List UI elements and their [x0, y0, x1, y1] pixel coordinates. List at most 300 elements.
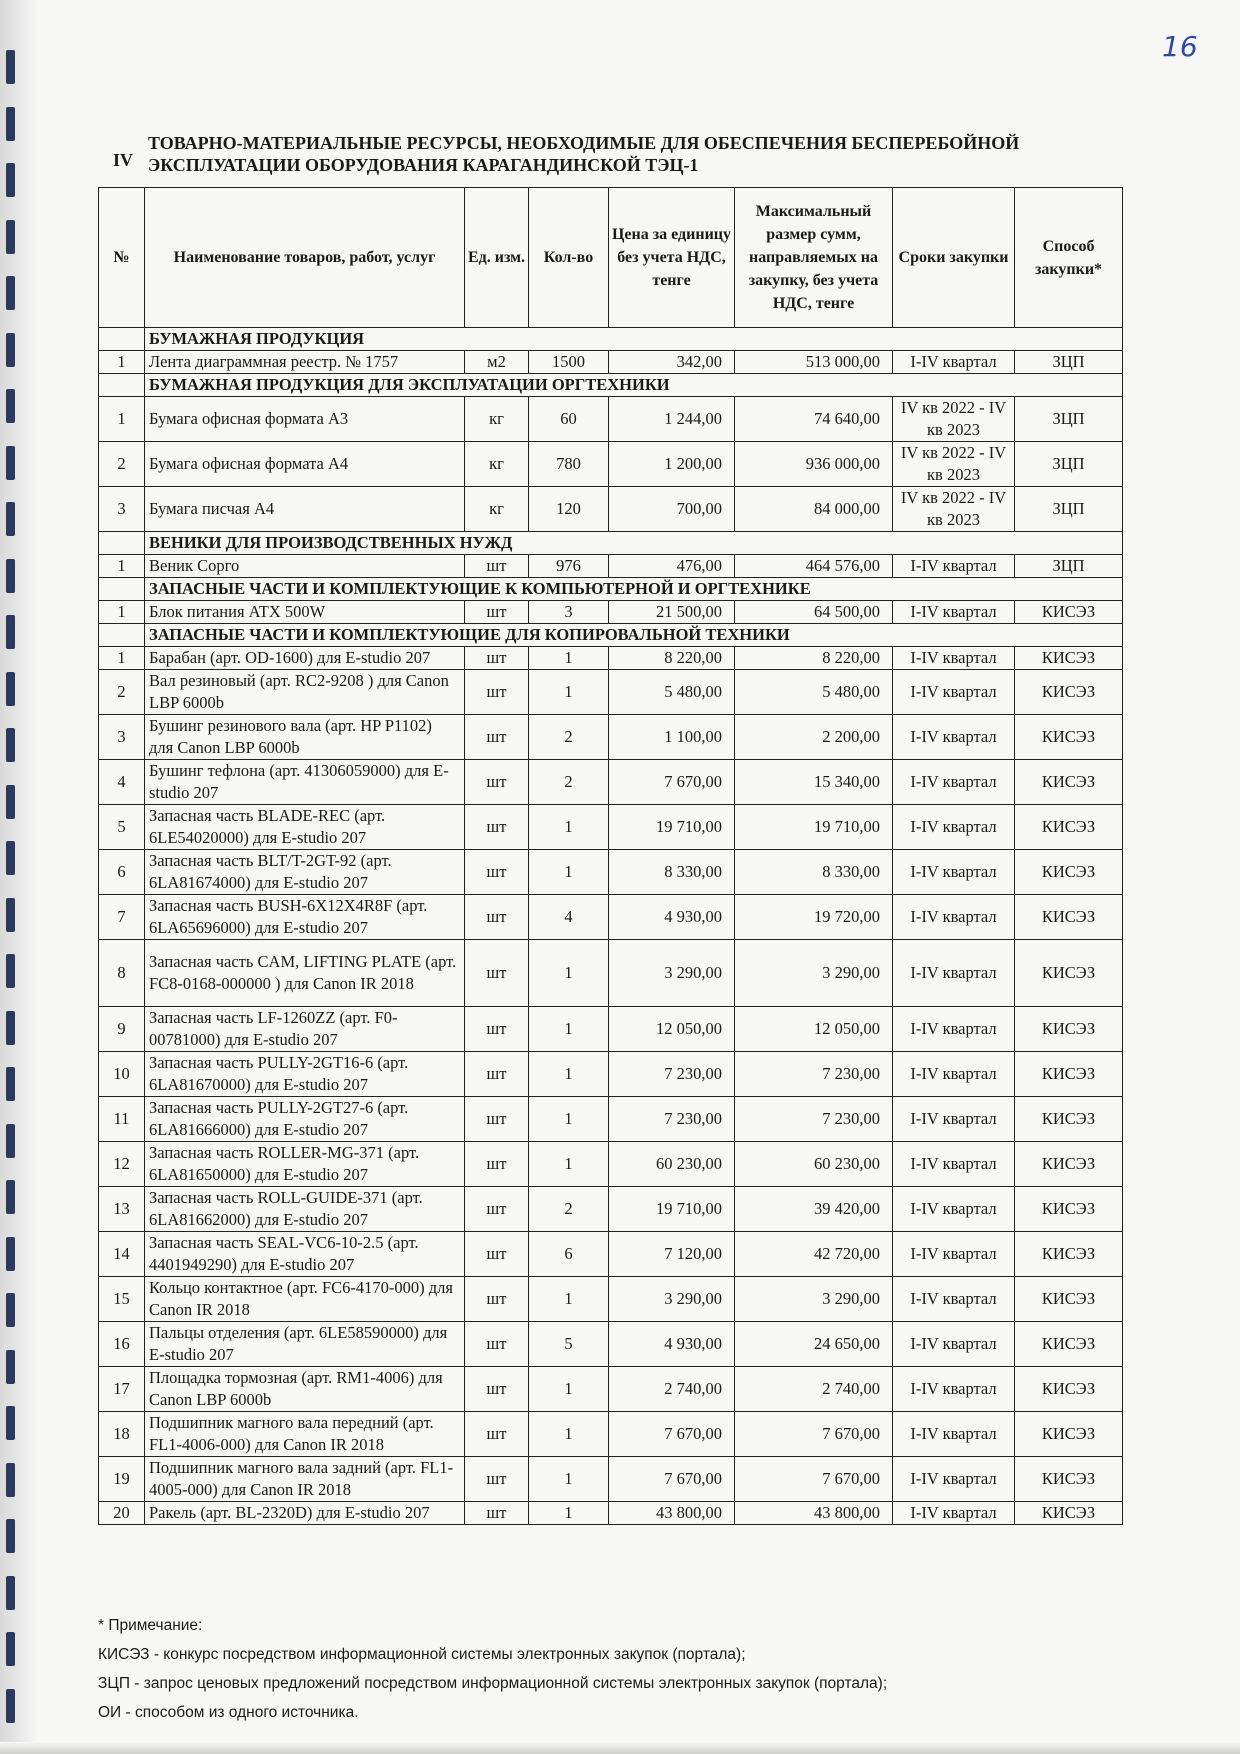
item-term: I-IV квартал [893, 805, 1015, 850]
binding-ring [6, 1463, 15, 1497]
item-method: КИСЭЗ [1015, 1232, 1123, 1277]
item-term: I-IV квартал [893, 1457, 1015, 1502]
binding-strip [0, 0, 38, 1754]
row-number: 1 [99, 647, 145, 670]
item-price: 7 670,00 [609, 760, 735, 805]
item-unit: шт [465, 1232, 529, 1277]
row-number: 1 [99, 351, 145, 374]
item-term: I-IV квартал [893, 1367, 1015, 1412]
table-row [99, 555, 1123, 578]
row-number: 3 [99, 487, 145, 532]
item-method: КИСЭЗ [1015, 1367, 1123, 1412]
item-quantity: 5 [529, 1322, 609, 1367]
row-number: 18 [99, 1412, 145, 1457]
item-name: Лента диаграммная реестр. № 1757 [145, 351, 465, 374]
item-total: 42 720,00 [735, 1232, 893, 1277]
item-quantity: 1 [529, 1007, 609, 1052]
footnote-line: КИСЭЗ - конкурс посредством информационной системы электронных закупок (портала); [98, 1646, 746, 1663]
table-section-row [99, 328, 1123, 351]
item-name: Блок питания ATX 500W [145, 601, 465, 624]
item-unit: шт [465, 1097, 529, 1142]
item-quantity: 60 [529, 397, 609, 442]
table-row [99, 670, 1123, 715]
item-term: I-IV квартал [893, 555, 1015, 578]
item-quantity: 1 [529, 805, 609, 850]
table-row [99, 1052, 1123, 1097]
row-number: 1 [99, 397, 145, 442]
binding-ring [6, 1576, 15, 1610]
item-price: 43 800,00 [609, 1502, 735, 1525]
row-number: 15 [99, 1277, 145, 1322]
item-term: I-IV квартал [893, 1277, 1015, 1322]
table-row [99, 805, 1123, 850]
item-total: 2 740,00 [735, 1367, 893, 1412]
item-unit: шт [465, 805, 529, 850]
item-name: Бумага офисная формата А3 [145, 397, 465, 442]
binding-ring [6, 389, 15, 423]
item-term: IV кв 2022 - IV кв 2023 [893, 442, 1015, 487]
item-name: Запасная часть BLADE-REC (арт. 6LE54020000) для E-studio 207 [145, 805, 465, 850]
item-total: 43 800,00 [735, 1502, 893, 1525]
item-total: 8 330,00 [735, 850, 893, 895]
footnote-line: * Примечание: [98, 1617, 203, 1634]
item-total: 39 420,00 [735, 1187, 893, 1232]
item-method: ЗЦП [1015, 397, 1123, 442]
item-price: 5 480,00 [609, 670, 735, 715]
item-method: КИСЭЗ [1015, 850, 1123, 895]
item-method: КИСЭЗ [1015, 1142, 1123, 1187]
table-section-title: ВЕНИКИ ДЛЯ ПРОИЗВОДСТВЕННЫХ НУЖД [145, 532, 1123, 555]
item-term: I-IV квартал [893, 1412, 1015, 1457]
table-section-row [99, 374, 1123, 397]
row-number: 4 [99, 760, 145, 805]
binding-ring [6, 672, 15, 706]
binding-ring [6, 954, 15, 988]
binding-ring [6, 1011, 15, 1045]
item-unit: шт [465, 940, 529, 1007]
item-total: 15 340,00 [735, 760, 893, 805]
item-unit: шт [465, 1322, 529, 1367]
row-number: 2 [99, 442, 145, 487]
row-number: 10 [99, 1052, 145, 1097]
binding-ring [6, 1067, 15, 1101]
item-total: 12 050,00 [735, 1007, 893, 1052]
item-price: 60 230,00 [609, 1142, 735, 1187]
item-quantity: 1 [529, 647, 609, 670]
table-section-title: БУМАЖНАЯ ПРОДУКЦИЯ ДЛЯ ЭКСПЛУАТАЦИИ ОРГТЕХНИКИ [145, 374, 1123, 397]
item-method: КИСЭЗ [1015, 940, 1123, 1007]
item-term: I-IV квартал [893, 670, 1015, 715]
table-row [99, 1007, 1123, 1052]
row-number: 17 [99, 1367, 145, 1412]
item-quantity: 2 [529, 715, 609, 760]
table-section-row [99, 624, 1123, 647]
item-method: КИСЭЗ [1015, 1502, 1123, 1525]
header-total: Максимальный размер сумм, направляемых на закупку, без учета НДС, тенге [735, 188, 893, 328]
item-method: КИСЭЗ [1015, 1097, 1123, 1142]
item-method: КИСЭЗ [1015, 895, 1123, 940]
table-row [99, 1457, 1123, 1502]
item-total: 7 230,00 [735, 1052, 893, 1097]
item-price: 700,00 [609, 487, 735, 532]
item-price: 7 230,00 [609, 1052, 735, 1097]
table-row [99, 1187, 1123, 1232]
binding-ring [6, 1293, 15, 1327]
row-number: 3 [99, 715, 145, 760]
page-edge [0, 1742, 1240, 1754]
item-quantity: 1 [529, 1502, 609, 1525]
item-price: 19 710,00 [609, 805, 735, 850]
table-row [99, 487, 1123, 532]
table-row [99, 601, 1123, 624]
section-title-line: ЭКСПЛУАТАЦИИ ОБОРУДОВАНИЯ КАРАГАНДИНСКОЙ ТЭЦ-1 [148, 155, 699, 175]
header-number: № [99, 188, 145, 328]
item-method: КИСЭЗ [1015, 1412, 1123, 1457]
table-header-row [99, 188, 1123, 328]
table-row [99, 1277, 1123, 1322]
table-row [99, 1502, 1123, 1525]
item-price: 3 290,00 [609, 940, 735, 1007]
section-empty-cell [99, 532, 145, 555]
procurement-table [98, 187, 1123, 1525]
item-method: КИСЭЗ [1015, 1052, 1123, 1097]
item-unit: кг [465, 397, 529, 442]
item-price: 342,00 [609, 351, 735, 374]
item-total: 513 000,00 [735, 351, 893, 374]
item-quantity: 1 [529, 850, 609, 895]
item-unit: шт [465, 647, 529, 670]
item-term: I-IV квартал [893, 850, 1015, 895]
item-method: ЗЦП [1015, 487, 1123, 532]
item-method: КИСЭЗ [1015, 647, 1123, 670]
table-section-row [99, 578, 1123, 601]
item-term: I-IV квартал [893, 647, 1015, 670]
item-name: Запасная часть ROLLER-MG-371 (арт. 6LA81650000) для E-studio 207 [145, 1142, 465, 1187]
footnote-line: ОИ - способом из одного источника. [98, 1704, 359, 1721]
item-quantity: 1 [529, 1277, 609, 1322]
table-row [99, 1232, 1123, 1277]
item-unit: шт [465, 1457, 529, 1502]
item-price: 3 290,00 [609, 1277, 735, 1322]
binding-ring [6, 785, 15, 819]
item-method: ЗЦП [1015, 351, 1123, 374]
item-method: КИСЭЗ [1015, 601, 1123, 624]
item-name: Вал резиновый (арт. RC2-9208 ) для Canon LBP 6000b [145, 670, 465, 715]
header-method: Способ закупки* [1015, 188, 1123, 328]
binding-ring [6, 276, 15, 310]
row-number: 12 [99, 1142, 145, 1187]
item-unit: шт [465, 1187, 529, 1232]
item-unit: шт [465, 850, 529, 895]
item-price: 8 330,00 [609, 850, 735, 895]
item-total: 3 290,00 [735, 940, 893, 1007]
row-number: 1 [99, 555, 145, 578]
item-unit: шт [465, 1277, 529, 1322]
item-name: Бушинг тефлона (арт. 41306059000) для E-studio 207 [145, 760, 465, 805]
item-method: КИСЭЗ [1015, 1007, 1123, 1052]
item-term: I-IV квартал [893, 1187, 1015, 1232]
item-total: 19 720,00 [735, 895, 893, 940]
row-number: 5 [99, 805, 145, 850]
item-quantity: 1 [529, 1412, 609, 1457]
item-method: КИСЭЗ [1015, 760, 1123, 805]
item-price: 19 710,00 [609, 1187, 735, 1232]
item-term: I-IV квартал [893, 895, 1015, 940]
item-term: IV кв 2022 - IV кв 2023 [893, 397, 1015, 442]
item-unit: шт [465, 601, 529, 624]
item-price: 8 220,00 [609, 647, 735, 670]
item-total: 8 220,00 [735, 647, 893, 670]
item-term: I-IV квартал [893, 940, 1015, 1007]
binding-ring [6, 728, 15, 762]
table-row [99, 940, 1123, 1007]
item-term: I-IV квартал [893, 351, 1015, 374]
binding-ring [6, 1350, 15, 1384]
item-unit: шт [465, 1142, 529, 1187]
row-number: 14 [99, 1232, 145, 1277]
item-total: 7 230,00 [735, 1097, 893, 1142]
item-name: Бумага писчая А4 [145, 487, 465, 532]
item-total: 7 670,00 [735, 1457, 893, 1502]
binding-ring [6, 1519, 15, 1553]
item-price: 4 930,00 [609, 895, 735, 940]
footnote-line: ЗЦП - запрос ценовых предложений посредством информационной системы электронных закупок (портала); [98, 1675, 888, 1692]
item-quantity: 1 [529, 1097, 609, 1142]
item-unit: шт [465, 555, 529, 578]
table-section-title: ЗАПАСНЫЕ ЧАСТИ И КОМПЛЕКТУЮЩИЕ К КОМПЬЮТЕРНОЙ И ОРГТЕХНИКЕ [145, 578, 1123, 601]
item-total: 7 670,00 [735, 1412, 893, 1457]
row-number: 20 [99, 1502, 145, 1525]
item-price: 1 244,00 [609, 397, 735, 442]
item-term: I-IV квартал [893, 1232, 1015, 1277]
binding-ring [6, 841, 15, 875]
table-row [99, 1322, 1123, 1367]
item-method: КИСЭЗ [1015, 715, 1123, 760]
item-quantity: 1 [529, 1052, 609, 1097]
row-number: 19 [99, 1457, 145, 1502]
item-method: КИСЭЗ [1015, 670, 1123, 715]
item-quantity: 3 [529, 601, 609, 624]
item-price: 7 670,00 [609, 1457, 735, 1502]
item-name: Запасная часть ROLL-GUIDE-371 (арт. 6LA81662000) для E-studio 207 [145, 1187, 465, 1232]
table-row [99, 895, 1123, 940]
item-term: IV кв 2022 - IV кв 2023 [893, 487, 1015, 532]
item-price: 1 200,00 [609, 442, 735, 487]
header-unit: Ед. изм. [465, 188, 529, 328]
item-price: 12 050,00 [609, 1007, 735, 1052]
item-term: I-IV квартал [893, 1322, 1015, 1367]
item-name: Кольцо контактное (арт. FC6-4170-000) для Canon IR 2018 [145, 1277, 465, 1322]
binding-ring [6, 559, 15, 593]
item-price: 7 120,00 [609, 1232, 735, 1277]
item-name: Запасная часть CAM, LIFTING PLATE (арт. FC8-0168-000000 ) для Canon IR 2018 [145, 940, 465, 1007]
table-section-title: БУМАЖНАЯ ПРОДУКЦИЯ [145, 328, 1123, 351]
item-unit: кг [465, 442, 529, 487]
binding-ring [6, 1406, 15, 1440]
section-title [148, 132, 1088, 176]
item-quantity: 1 [529, 670, 609, 715]
item-name: Бушинг резинового вала (арт. HP P1102) для Canon LBP 6000b [145, 715, 465, 760]
item-quantity: 1 [529, 940, 609, 1007]
item-name: Запасная часть LF-1260ZZ (арт. F0-00781000) для E-studio 207 [145, 1007, 465, 1052]
item-quantity: 1500 [529, 351, 609, 374]
table-row [99, 760, 1123, 805]
section-empty-cell [99, 624, 145, 647]
row-number: 1 [99, 601, 145, 624]
item-method: КИСЭЗ [1015, 1277, 1123, 1322]
item-total: 74 640,00 [735, 397, 893, 442]
item-name: Запасная часть PULLY-2GT27-6 (арт. 6LA81666000) для E-studio 207 [145, 1097, 465, 1142]
header-term: Сроки закупки [893, 188, 1015, 328]
item-unit: шт [465, 1367, 529, 1412]
row-number: 6 [99, 850, 145, 895]
table-row [99, 647, 1123, 670]
item-total: 19 710,00 [735, 805, 893, 850]
item-term: I-IV квартал [893, 601, 1015, 624]
binding-ring [6, 1124, 15, 1158]
item-name: Веник Сорго [145, 555, 465, 578]
footnotes [98, 1611, 887, 1727]
table-section-title: ЗАПАСНЫЕ ЧАСТИ И КОМПЛЕКТУЮЩИЕ ДЛЯ КОПИРОВАЛЬНОЙ ТЕХНИКИ [145, 624, 1123, 647]
table-row [99, 715, 1123, 760]
section-empty-cell [99, 374, 145, 397]
row-number: 2 [99, 670, 145, 715]
item-unit: кг [465, 487, 529, 532]
item-total: 3 290,00 [735, 1277, 893, 1322]
table-row [99, 1367, 1123, 1412]
item-total: 60 230,00 [735, 1142, 893, 1187]
row-number: 8 [99, 940, 145, 1007]
table-row [99, 397, 1123, 442]
item-method: КИСЭЗ [1015, 805, 1123, 850]
table-row [99, 850, 1123, 895]
item-unit: шт [465, 760, 529, 805]
section-number: IV [113, 150, 134, 170]
item-unit: шт [465, 1412, 529, 1457]
binding-ring [6, 50, 15, 84]
binding-ring [6, 107, 15, 141]
item-quantity: 780 [529, 442, 609, 487]
item-quantity: 120 [529, 487, 609, 532]
item-quantity: 1 [529, 1367, 609, 1412]
item-unit: шт [465, 895, 529, 940]
item-total: 84 000,00 [735, 487, 893, 532]
page-number: 16 [1162, 30, 1198, 63]
item-method: КИСЭЗ [1015, 1322, 1123, 1367]
binding-ring [6, 220, 15, 254]
item-unit: шт [465, 670, 529, 715]
row-number: 16 [99, 1322, 145, 1367]
item-method: КИСЭЗ [1015, 1187, 1123, 1232]
binding-ring [6, 1180, 15, 1214]
item-total: 936 000,00 [735, 442, 893, 487]
item-name: Площадка тормозная (арт. RM1-4006) для Canon LBP 6000b [145, 1367, 465, 1412]
item-total: 64 500,00 [735, 601, 893, 624]
item-unit: шт [465, 715, 529, 760]
item-term: I-IV квартал [893, 1007, 1015, 1052]
binding-ring [6, 615, 15, 649]
row-number: 11 [99, 1097, 145, 1142]
table-row [99, 442, 1123, 487]
table-row [99, 1142, 1123, 1187]
item-term: I-IV квартал [893, 1502, 1015, 1525]
section-empty-cell [99, 328, 145, 351]
item-method: КИСЭЗ [1015, 1457, 1123, 1502]
item-name: Барабан (арт. OD-1600) для E-studio 207 [145, 647, 465, 670]
item-price: 7 230,00 [609, 1097, 735, 1142]
row-number: 9 [99, 1007, 145, 1052]
item-total: 24 650,00 [735, 1322, 893, 1367]
table-section-row [99, 532, 1123, 555]
binding-ring [6, 333, 15, 367]
item-quantity: 4 [529, 895, 609, 940]
item-unit: шт [465, 1502, 529, 1525]
item-name: Запасная часть PULLY-2GT16-6 (арт. 6LA81670000) для E-studio 207 [145, 1052, 465, 1097]
item-quantity: 2 [529, 1187, 609, 1232]
section-title-line: ТОВАРНО-МАТЕРИАЛЬНЫЕ РЕСУРСЫ, НЕОБХОДИМЫЕ ДЛЯ ОБЕСПЕЧЕНИЯ БЕСПЕРЕБОЙНОЙ [148, 133, 1020, 153]
item-method: ЗЦП [1015, 442, 1123, 487]
item-unit: шт [465, 1052, 529, 1097]
item-total: 5 480,00 [735, 670, 893, 715]
table-row [99, 351, 1123, 374]
item-term: I-IV квартал [893, 1052, 1015, 1097]
item-quantity: 1 [529, 1457, 609, 1502]
item-unit: м2 [465, 351, 529, 374]
binding-ring [6, 1689, 15, 1723]
item-price: 476,00 [609, 555, 735, 578]
table-row [99, 1097, 1123, 1142]
section-empty-cell [99, 578, 145, 601]
item-term: I-IV квартал [893, 1097, 1015, 1142]
item-name: Бумага офисная формата А4 [145, 442, 465, 487]
item-term: I-IV квартал [893, 1142, 1015, 1187]
item-quantity: 976 [529, 555, 609, 578]
item-term: I-IV квартал [893, 715, 1015, 760]
binding-ring [6, 1632, 15, 1666]
item-method: ЗЦП [1015, 555, 1123, 578]
binding-ring [6, 502, 15, 536]
item-name: Пальцы отделения (арт. 6LE58590000) для E-studio 207 [145, 1322, 465, 1367]
item-price: 1 100,00 [609, 715, 735, 760]
binding-ring [6, 446, 15, 480]
item-price: 4 930,00 [609, 1322, 735, 1367]
binding-ring [6, 1237, 15, 1271]
item-price: 21 500,00 [609, 601, 735, 624]
row-number: 13 [99, 1187, 145, 1232]
item-total: 464 576,00 [735, 555, 893, 578]
item-name: Подшипник магного вала передний (арт. FL1-4006-000) для Canon IR 2018 [145, 1412, 465, 1457]
item-term: I-IV квартал [893, 760, 1015, 805]
item-total: 2 200,00 [735, 715, 893, 760]
item-quantity: 6 [529, 1232, 609, 1277]
item-name: Запасная часть SEAL-VC6-10-2.5 (арт. 4401949290) для E-studio 207 [145, 1232, 465, 1277]
item-price: 7 670,00 [609, 1412, 735, 1457]
item-name: Запасная часть BUSH-6X12X4R8F (арт. 6LA65696000) для E-studio 207 [145, 895, 465, 940]
header-name: Наименование товаров, работ, услуг [145, 188, 465, 328]
item-quantity: 1 [529, 1142, 609, 1187]
row-number: 7 [99, 895, 145, 940]
table-row [99, 1412, 1123, 1457]
item-quantity: 2 [529, 760, 609, 805]
item-price: 2 740,00 [609, 1367, 735, 1412]
item-name: Запасная часть BLT/T-2GT-92 (арт. 6LA81674000) для E-studio 207 [145, 850, 465, 895]
item-unit: шт [465, 1007, 529, 1052]
item-name: Ракель (арт. BL-2320D) для E-studio 207 [145, 1502, 465, 1525]
binding-ring [6, 898, 15, 932]
header-quantity: Кол-во [529, 188, 609, 328]
binding-ring [6, 163, 15, 197]
header-price: Цена за единицу без учета НДС, тенге [609, 188, 735, 328]
